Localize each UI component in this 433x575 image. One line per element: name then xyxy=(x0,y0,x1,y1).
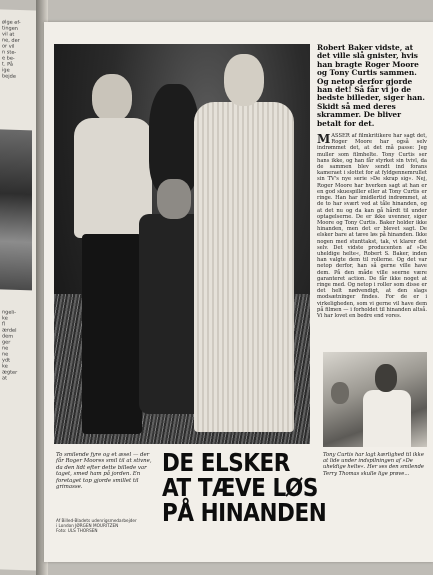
main-photo xyxy=(54,44,310,444)
left-page-photo xyxy=(0,129,32,290)
drop-cap: M xyxy=(317,132,331,147)
small-photo xyxy=(323,352,427,447)
main-photo-caption: To smilende fyre og et æsel — der får Roger Moores smil til at stivne, da den lidt efter dette billede var taget, smed ham på jorden. En foretaget top gjorde smillet til grimasse. xyxy=(56,452,152,491)
small-photo-caption: Tony Curtis har lagt kærlighed til ikke at lide under indspilningen af »De uheldige helte«. Her ses den smilende Terry Thomas skulle lige prøve... xyxy=(323,452,424,477)
left-facing-page xyxy=(0,9,39,570)
article-headline: DE ELSKER AT TÆVE LØS PÅ HINANDEN xyxy=(162,448,327,527)
left-page-text-bottom: ngeli- ke fl ærdel dem ger ne ne ydt ke ægter at xyxy=(2,309,18,382)
article-text-column xyxy=(317,44,427,319)
magazine-page xyxy=(44,22,433,562)
left-page-text-top: ølge ef- tingen vil at ne, der or vil n ste- e be- t. På ige bejde xyxy=(2,19,21,80)
article-body xyxy=(317,133,427,319)
article-body-text: ASSER af filmkritikere har sagt det, Roger Moore har også selv indrømmet det, at det må passe: Jeg muller som filmhelte. Tony Curtis ser hans ikke, og han får styrket sin tvivl, da de sammen blev sendt ind forans kameraet i slottet for at fyldgennemrullet sin TV's nye serie »De skrap sig«. Nej, Roger Moore har hverken sagt at han er en god skuespiller eller at Tony Curtis er ringe. Han har imidlertid indrømmet, at de to har svært ved at tåle hinanden, og at det nu og da kan gå hårdt til under optagelserne. De er ikke uvenner, siger Moore og Tony Curtis. Baker holder ikke hinanden, men det er blevet sagt. De elsker bare at tæve løs på hinanden. Ikke nogen med stunttakst, tak, vi klarer det selv. Det vidste producenten af »De uheldige helte«, Robert S. Baker, inden han valgte dem til rollerne. Og det var netop derfor, han så gerne ville have dem. På den måde ville seerne være garanteret action. De får ikke noget at ringe med. Og netop i roller som disse er det helt nødvendigt, at den slags modsætninger findes. For de er i virkeligheden, som vi gerne vil have dem på filmen — i forholdet til hinanden altså. Vi har lovet en bedre end vores. xyxy=(317,133,427,319)
byline-credit: Af Billed-Bladets udenrigsmedarbejder i London JØRGEN MOURITZEN Foto: ULS THORSEN xyxy=(56,518,137,533)
article-intro: Robert Baker vidste, at det ville slå gnister, hvis han bragte Roger Moore og Tony Curtis sammen. Og netop derfor gjorde han det! Så får vi jo de bedste billeder, siger han. Skidt så med deres skrammer. De bliver betalt for det. xyxy=(317,43,425,128)
photo-figure-right-man xyxy=(194,54,294,444)
